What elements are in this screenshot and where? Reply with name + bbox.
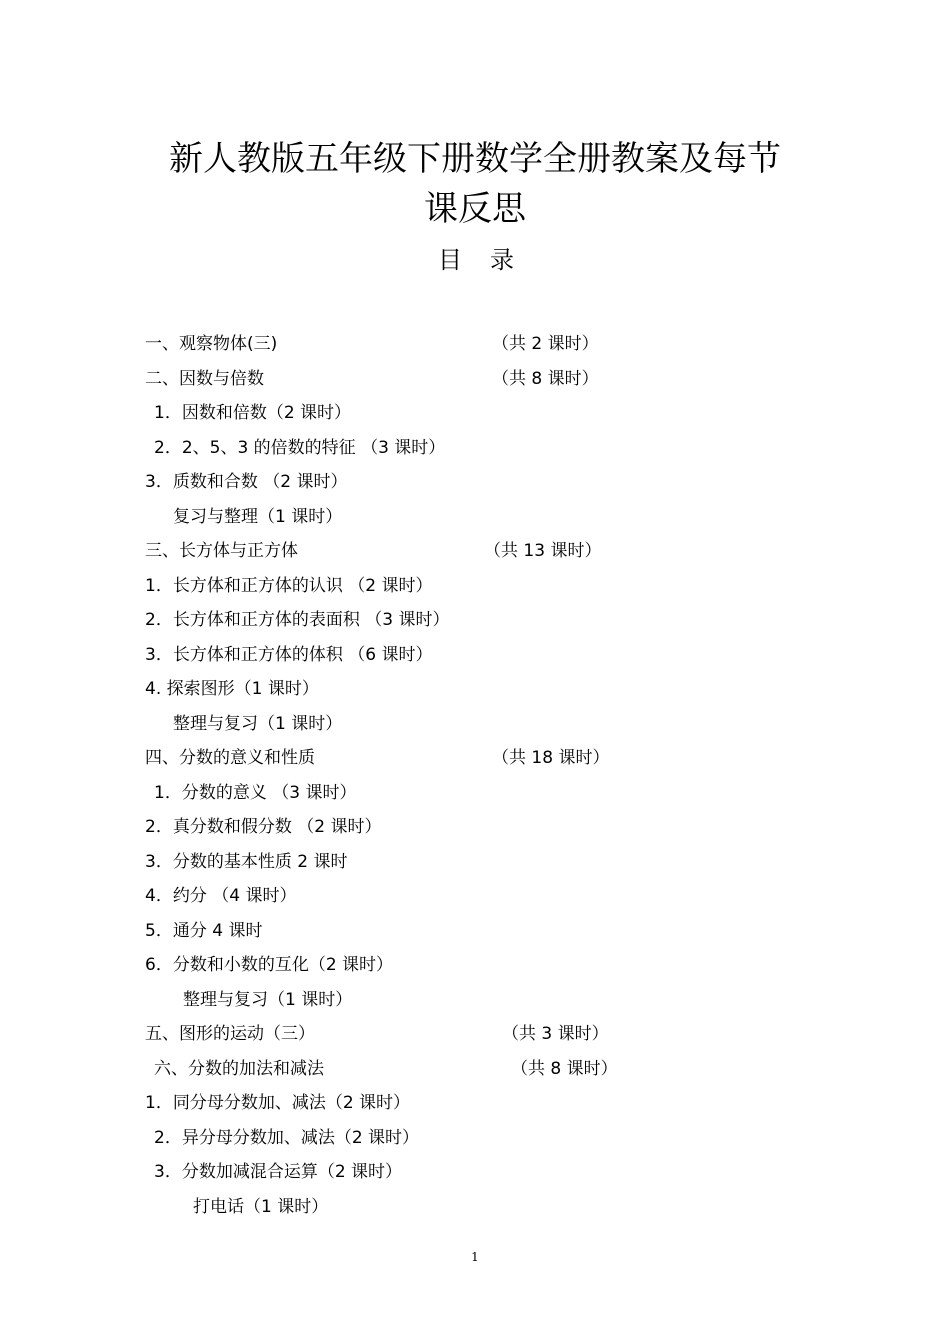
toc-entry-hours: （共 8 课时）: [511, 1059, 618, 1079]
toc-entry: 6．分数和小数的互化（2 课时）: [145, 955, 394, 975]
toc-entry-hours: （共 13 课时）: [484, 541, 602, 561]
toc-entry: 4. 探索图形（1 课时）: [145, 679, 319, 699]
toc-entry: 3．长方体和正方体的体积 （6 课时）: [145, 645, 433, 665]
toc-entry: 2．异分母分数加、减法（2 课时）: [154, 1128, 420, 1148]
toc-entry: 3．分数的基本性质 2 课时: [145, 852, 348, 872]
document-title-line-2: 课反思: [424, 189, 526, 229]
toc-entry: 3．质数和合数 （2 课时）: [145, 472, 348, 492]
document-title-line-1: 新人教版五年级下册数学全册教案及每节: [169, 139, 781, 179]
toc-entry: 三、长方体与正方体: [145, 541, 298, 561]
toc-entry: 复习与整理（1 课时）: [173, 507, 343, 527]
toc-entry: 2．2、5、3 的倍数的特征 （3 课时）: [154, 438, 446, 458]
toc-heading: 目录: [438, 246, 542, 274]
page-number: 1: [471, 1250, 479, 1264]
toc-entry: 3．分数加减混合运算（2 课时）: [154, 1162, 403, 1182]
toc-entry: 2．长方体和正方体的表面积 （3 课时）: [145, 610, 450, 630]
toc-entry: 整理与复习（1 课时）: [183, 990, 353, 1010]
toc-entry: 5．通分 4 课时: [145, 921, 263, 941]
toc-entry: 六、分数的加法和减法: [154, 1059, 324, 1079]
toc-entry: 1．因数和倍数（2 课时）: [154, 403, 352, 423]
toc-entry: 五、图形的运动（三）: [145, 1024, 315, 1044]
toc-entry-hours: （共 3 课时）: [502, 1024, 609, 1044]
toc-entry-hours: （共 2 课时）: [492, 334, 599, 354]
toc-entry: 一、观察物体(三): [145, 334, 278, 354]
toc-entry: 1．分数的意义 （3 课时）: [154, 783, 357, 803]
toc-entry: 四、分数的意义和性质: [145, 748, 315, 768]
toc-entry: 打电话（1 课时）: [193, 1197, 329, 1217]
toc-entry-hours: （共 8 课时）: [492, 369, 599, 389]
toc-entry: 1．同分母分数加、减法（2 课时）: [145, 1093, 411, 1113]
toc-entry: 1．长方体和正方体的认识 （2 课时）: [145, 576, 433, 596]
toc-entry: 整理与复习（1 课时）: [173, 714, 343, 734]
toc-entry: 2．真分数和假分数 （2 课时）: [145, 817, 382, 837]
toc-entry: 二、因数与倍数: [145, 369, 264, 389]
toc-entry-hours: （共 18 课时）: [492, 748, 610, 768]
toc-entry: 4．约分 （4 课时）: [145, 886, 297, 906]
